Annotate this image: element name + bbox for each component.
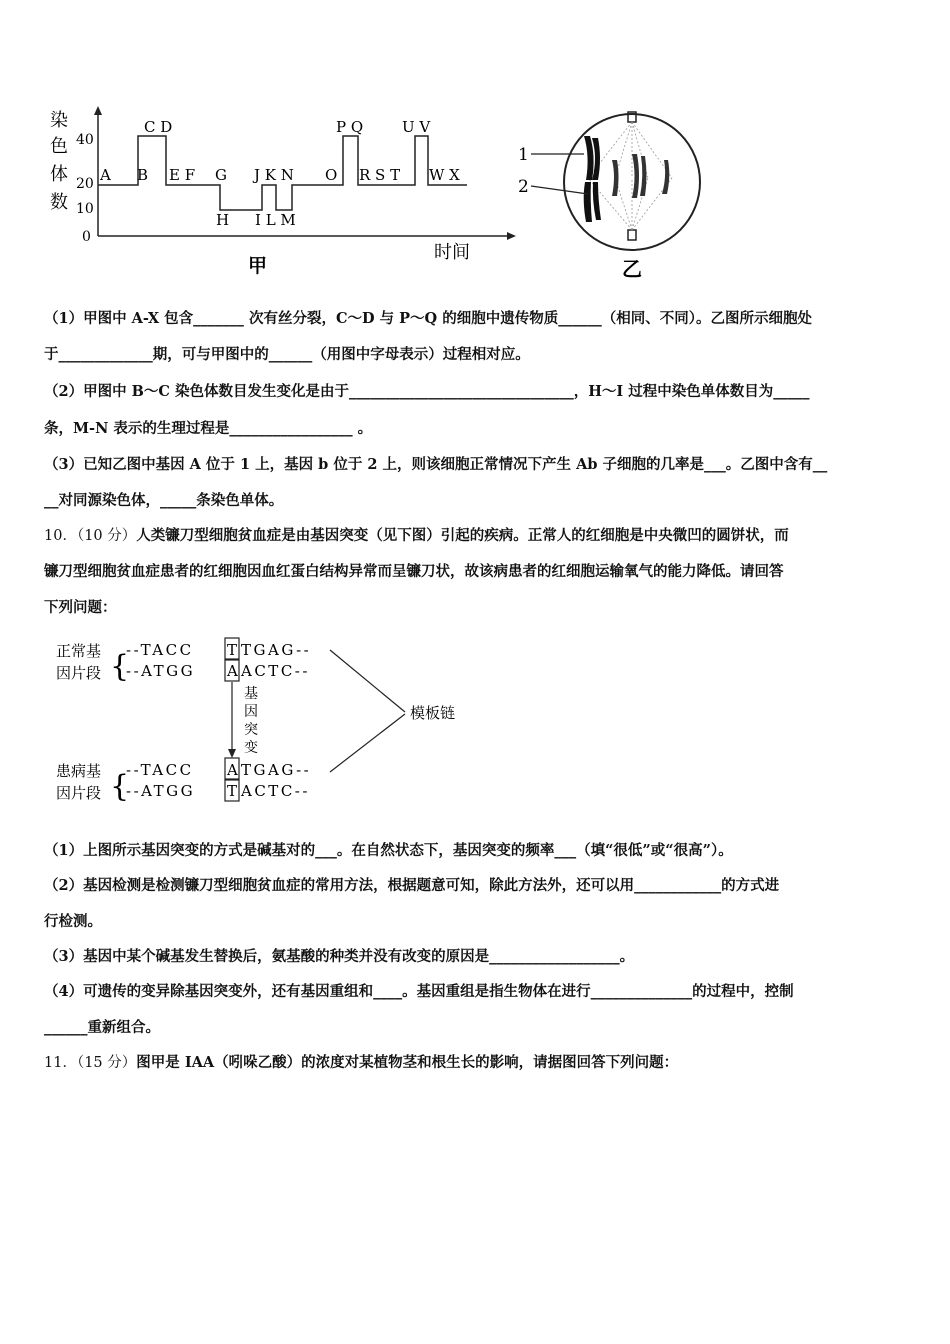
normal-bottom-strand: --ATGG bbox=[126, 662, 196, 680]
q9-1-line2: 于_____________期，可与甲图中的______（用图中字母表示）过程相对应。 bbox=[44, 346, 530, 363]
template-pointer-top bbox=[330, 650, 405, 712]
chart-letter: G bbox=[215, 166, 227, 184]
figure-area bbox=[40, 100, 920, 290]
q10-line1 bbox=[44, 527, 910, 545]
mutation-label-char: 基 bbox=[244, 686, 258, 702]
cell-caption: 乙 bbox=[622, 257, 642, 281]
ytick-label: 0 bbox=[82, 229, 91, 245]
cell-label-1: 1 bbox=[518, 145, 529, 165]
normal-top-mutated-base: T bbox=[227, 641, 238, 659]
chart-letter: J K N bbox=[254, 166, 294, 184]
mutation-label-char: 变 bbox=[244, 740, 258, 756]
ytick-label: 20 bbox=[76, 176, 94, 192]
normal-brace: { bbox=[110, 649, 130, 684]
disease-gene-label: 患病基 bbox=[56, 762, 102, 780]
template-strand-label: 模板链 bbox=[410, 704, 456, 722]
chart-letters-top: C D bbox=[144, 118, 173, 136]
gene-mutation-svg bbox=[50, 628, 490, 818]
q9-1-line1: （1）甲图中 A-X 包含_______ 次有丝分裂，C～D 与 P～Q 的细胞中遗传物质______（相同、不同）。乙图所示细胞处 bbox=[44, 310, 812, 327]
disease-top-strand-rest: TGAG-- bbox=[241, 761, 312, 779]
cell-figure bbox=[518, 112, 700, 281]
q9-2-line2: 条，M-N 表示的生理过程是_________________ 。 bbox=[44, 420, 373, 437]
normal-gene-label: 正常基 bbox=[56, 642, 102, 660]
q10-2-line2: 行检测。 bbox=[44, 913, 102, 930]
q10-line2: 镰刀型细胞贫血症患者的红细胞因血红蛋白结构异常而呈镰刀状，故该病患者的红细胞运输氧气的能力降低。请回答 bbox=[44, 563, 784, 580]
chart-letters-top: P Q bbox=[336, 118, 364, 136]
normal-bottom-mutated-base: A bbox=[227, 662, 238, 680]
normal-top-strand: --TACC bbox=[126, 641, 194, 659]
spindle-fibers bbox=[588, 122, 672, 230]
q10-line3: 下列问题： bbox=[44, 599, 117, 616]
chart-letter: H bbox=[216, 211, 230, 229]
q10-2-line1: （2）基因检测是检测镰刀型细胞贫血症的常用方法，根据题意可知，除此方法外，还可以用____________的方式进 bbox=[44, 877, 780, 894]
mutation-label-char: 突 bbox=[244, 722, 258, 738]
q11-line1 bbox=[44, 1054, 910, 1072]
normal-gene-label: 因片段 bbox=[56, 664, 102, 682]
normal-top-strand-rest: TGAG-- bbox=[241, 641, 312, 659]
chart-letter: B bbox=[137, 166, 149, 184]
disease-top-mutated-base: A bbox=[227, 761, 238, 779]
q9-3-line1: （3）已知乙图中基因 A 位于 1 上，基因 b 位于 2 上，则该细胞正常情况下产生 Ab 子细胞的几率是___。乙图中含有__ bbox=[44, 456, 828, 473]
q11-text: 图甲是 IAA（吲哚乙酸）的浓度对某植物茎和根生长的影响，请据图回答下列问题： bbox=[136, 1054, 679, 1071]
x-axis-arrow bbox=[507, 232, 516, 240]
ylabel-char: 染 bbox=[50, 110, 68, 131]
ytick-label: 40 bbox=[76, 132, 94, 148]
q11-number: 11．（15 分） bbox=[44, 1055, 137, 1071]
chart-letters-top: U V bbox=[402, 118, 431, 136]
disease-bottom-strand-rest: ACTC-- bbox=[241, 782, 310, 800]
chart-letter: E F bbox=[169, 166, 196, 184]
disease-bottom-strand: --ATGG bbox=[126, 782, 196, 800]
q9-2-line1: （2）甲图中 B～C 染色体数目发生变化是由于_______________________________，H～I 过程中染色单体数目为_____ bbox=[44, 383, 810, 400]
q10-4-line1: （4）可遗传的变异除基因突变外，还有基因重组和____。基因重组是指生物体在进行______________的过程中，控制 bbox=[44, 983, 794, 1000]
ylabel-char: 数 bbox=[50, 192, 68, 213]
disease-bottom-mutated-base: T bbox=[227, 782, 238, 800]
ytick-label: 10 bbox=[76, 201, 94, 217]
chromosome-1 bbox=[584, 136, 600, 180]
chart-letter: O bbox=[325, 166, 338, 184]
q10-number: 10．（10 分） bbox=[44, 528, 137, 544]
chromosome-chart-figure bbox=[40, 100, 920, 290]
chart-letter: I L M bbox=[255, 211, 296, 229]
chart-letter: R S T bbox=[359, 166, 401, 184]
chart-letter: W X bbox=[429, 166, 460, 184]
q9-3-line2: __对同源染色体，_____条染色单体。 bbox=[44, 492, 284, 509]
xlabel: 时间 bbox=[434, 242, 470, 263]
normal-bottom-strand-rest: ACTC-- bbox=[241, 662, 310, 680]
q10-1: （1）上图所示基因突变的方式是碱基对的___。在自然状态下，基因突变的频率___（填“很低”或“很高”）。 bbox=[44, 842, 733, 859]
chromosome-2 bbox=[584, 182, 601, 222]
q10-3: （3）基因中某个碱基发生替换后，氨基酸的种类并没有改变的原因是__________________。 bbox=[44, 948, 635, 965]
q10-4-line2: ______重新组合。 bbox=[44, 1019, 160, 1036]
label-2-pointer bbox=[531, 186, 588, 194]
mutation-label-char: 因 bbox=[244, 704, 258, 720]
q10-text: 人类镰刀型细胞贫血症是由基因突变（见下图）引起的疾病。正常人的红细胞是中央微凹的圆饼状，而 bbox=[136, 527, 789, 544]
ylabel-char: 体 bbox=[50, 164, 68, 185]
chart-caption: 甲 bbox=[248, 255, 268, 277]
mutation-arrow-head bbox=[228, 749, 236, 758]
cell-label-2: 2 bbox=[518, 177, 529, 197]
ylabel-char: 色 bbox=[50, 136, 68, 157]
centrosome-bottom bbox=[628, 230, 636, 240]
gene-mutation-diagram bbox=[50, 628, 490, 818]
y-axis-arrow bbox=[94, 106, 102, 115]
disease-brace: { bbox=[110, 769, 130, 804]
disease-top-strand: --TACC bbox=[126, 761, 194, 779]
disease-gene-label: 因片段 bbox=[56, 784, 102, 802]
chart-letter: A bbox=[100, 166, 111, 184]
template-pointer-bottom bbox=[330, 714, 405, 772]
